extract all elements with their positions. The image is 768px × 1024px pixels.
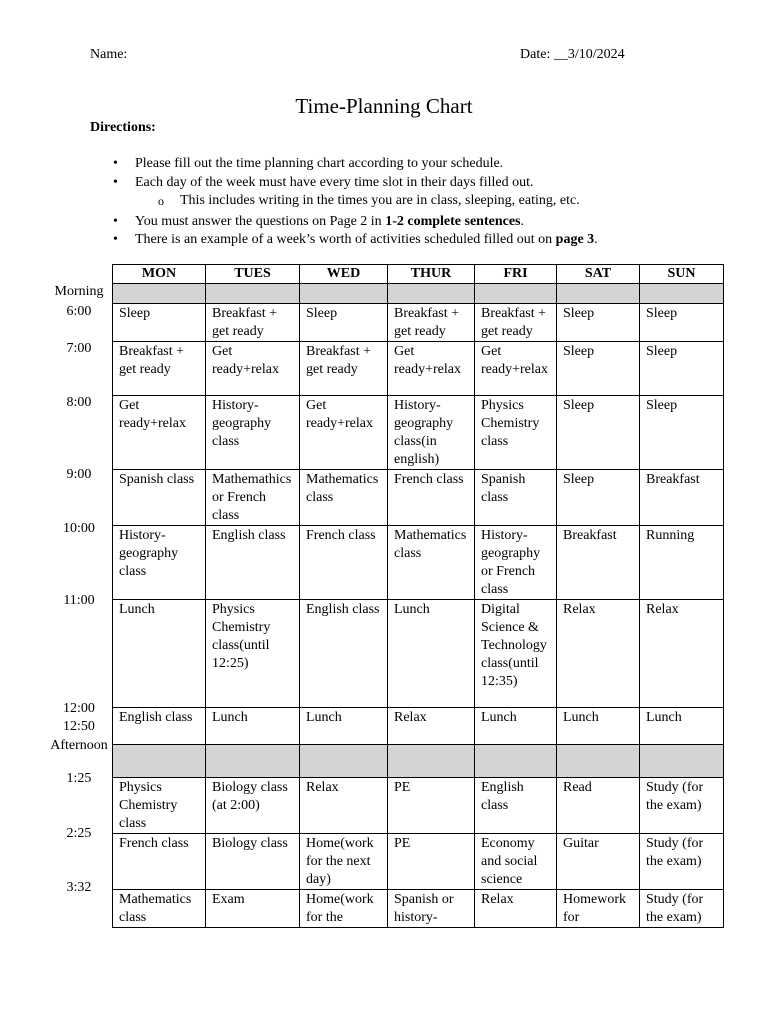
table-cell: Mathematics class: [388, 526, 475, 600]
table-cell: Get ready+relax: [113, 396, 206, 470]
page-title: Time-Planning Chart: [295, 94, 473, 118]
table-cell: Spanish or history-: [388, 890, 475, 928]
direction-item: • Each day of the week must have every time slot in their days filled out.: [110, 174, 730, 193]
day-header: SUN: [640, 265, 724, 284]
table-cell: Relax: [300, 778, 388, 834]
table-cell: English class: [113, 708, 206, 745]
table-row: [113, 890, 724, 928]
table-cell: Biology class (at 2:00): [206, 778, 300, 834]
table-cell: Breakfast + get ready: [300, 342, 388, 396]
table-cell: Spanish class: [475, 470, 557, 526]
table-cell: Sleep: [113, 304, 206, 342]
bullet-icon: •: [113, 174, 118, 190]
table-cell: History-geography class: [113, 526, 206, 600]
direction-item: • You must answer the questions on Page 2 in 1-2 complete sentences.: [110, 213, 730, 232]
bullet-icon: •: [113, 156, 118, 171]
day-header: FRI: [475, 265, 557, 284]
table-cell: Breakfast + get ready: [388, 304, 475, 342]
afternoon-divider-row: [113, 745, 724, 778]
table-cell: Read: [557, 778, 640, 834]
table-cell: Home(work for the: [300, 890, 388, 928]
day-header: MON: [113, 265, 206, 284]
day-header: WED: [300, 265, 388, 284]
table-cell: Study (for the exam): [640, 890, 724, 928]
section-label-afternoon: Afternoon: [50, 738, 108, 753]
table-row: [113, 342, 724, 396]
section-label-morning: Morning: [54, 284, 104, 299]
name-label: Name:: [90, 47, 128, 62]
table-cell: Lunch: [475, 708, 557, 745]
table-cell: Physics Chemistry class(until 12:25): [206, 600, 300, 708]
day-header: TUES: [206, 265, 300, 284]
table-row: [113, 600, 724, 708]
morning-divider-row: [113, 284, 724, 304]
table-cell: French class: [113, 834, 206, 890]
table-row: [113, 470, 724, 526]
table-cell: History-geography class: [206, 396, 300, 470]
table-cell: Economy and social science: [475, 834, 557, 890]
table-cell: Get ready+relax: [206, 342, 300, 396]
table-cell: Breakfast + get ready: [475, 304, 557, 342]
direction-item: • There is an example of a week’s worth of activities scheduled filled out on page 3.: [110, 231, 730, 250]
table-cell: Breakfast + get ready: [113, 342, 206, 396]
table-cell: Sleep: [557, 342, 640, 396]
table-cell: Sleep: [557, 396, 640, 470]
table-cell: PE: [388, 778, 475, 834]
time-planning-table: [112, 264, 724, 928]
table-cell: Physics Chemistry class: [113, 778, 206, 834]
table-cell: Relax: [388, 708, 475, 745]
bullet-icon: •: [113, 232, 118, 247]
table-cell: Breakfast: [557, 526, 640, 600]
time-label: 10:00: [63, 521, 95, 536]
table-cell: French class: [300, 526, 388, 600]
table-cell: Lunch: [113, 600, 206, 708]
directions-label: Directions:: [90, 120, 156, 135]
time-label: 8:00: [66, 395, 92, 410]
table-row: [113, 304, 724, 342]
bullet-icon: •: [113, 213, 118, 229]
day-header: THUR: [388, 265, 475, 284]
table-cell: Mathemathics or French class: [206, 470, 300, 526]
time-label: 7:00: [66, 341, 92, 356]
direction-item: • Please fill out the time planning chart according to your schedule.: [110, 155, 730, 174]
time-label: 6:00: [66, 304, 92, 319]
table-cell: Sleep: [640, 396, 724, 470]
table-cell: History-geography or French class: [475, 526, 557, 600]
table-cell: Lunch: [557, 708, 640, 745]
table-cell: Spanish class: [113, 470, 206, 526]
table-cell: English class: [206, 526, 300, 600]
table-cell: Sleep: [640, 304, 724, 342]
circle-bullet-icon: o: [158, 194, 164, 208]
time-label: 11:00: [63, 593, 95, 608]
table-cell: Physics Chemistry class: [475, 396, 557, 470]
date-label: Date: __3/10/2024: [520, 47, 625, 62]
table-cell: Running: [640, 526, 724, 600]
table-row: [113, 396, 724, 470]
header-row: [113, 265, 724, 284]
table-cell: Breakfast + get ready: [206, 304, 300, 342]
table-cell: French class: [388, 470, 475, 526]
table-cell: History-geography class(in english): [388, 396, 475, 470]
table-row: [113, 778, 724, 834]
table-cell: Digital Science & Technology class(until 12:35): [475, 600, 557, 708]
table-cell: Study (for the exam): [640, 778, 724, 834]
table-cell: Sleep: [300, 304, 388, 342]
table-cell: English class: [300, 600, 388, 708]
time-label: 9:00: [66, 467, 92, 482]
table-cell: Sleep: [557, 304, 640, 342]
table-cell: Sleep: [557, 470, 640, 526]
table-row: [113, 834, 724, 890]
table-cell: PE: [388, 834, 475, 890]
table-cell: Lunch: [640, 708, 724, 745]
table-cell: Get ready+relax: [388, 342, 475, 396]
direction-subitem: o This includes writing in the times you are in class, sleeping, eating, etc.: [110, 192, 730, 211]
table-row: [113, 526, 724, 600]
time-label: 12:50: [63, 719, 95, 734]
table-cell: English class: [475, 778, 557, 834]
directions-list: [110, 155, 730, 250]
time-label: 12:00: [63, 701, 95, 716]
table-cell: Breakfast: [640, 470, 724, 526]
table-cell: Biology class: [206, 834, 300, 890]
table-cell: Relax: [640, 600, 724, 708]
table-cell: Study (for the exam): [640, 834, 724, 890]
table-cell: Get ready+relax: [475, 342, 557, 396]
table-cell: Exam: [206, 890, 300, 928]
table-cell: Mathematics class: [300, 470, 388, 526]
time-label: 1:25: [66, 771, 92, 786]
table-cell: Lunch: [388, 600, 475, 708]
table-cell: Get ready+relax: [300, 396, 388, 470]
table-cell: Guitar: [557, 834, 640, 890]
table-cell: Homework for: [557, 890, 640, 928]
table-cell: Home(work for the next day): [300, 834, 388, 890]
table-cell: Lunch: [300, 708, 388, 745]
table-cell: Mathematics class: [113, 890, 206, 928]
time-label: 2:25: [66, 826, 92, 841]
table-cell: Lunch: [206, 708, 300, 745]
table-cell: Relax: [475, 890, 557, 928]
table-cell: Relax: [557, 600, 640, 708]
day-header: SAT: [557, 265, 640, 284]
table-row: [113, 708, 724, 745]
time-label: 3:32: [66, 880, 92, 895]
table-cell: Sleep: [640, 342, 724, 396]
